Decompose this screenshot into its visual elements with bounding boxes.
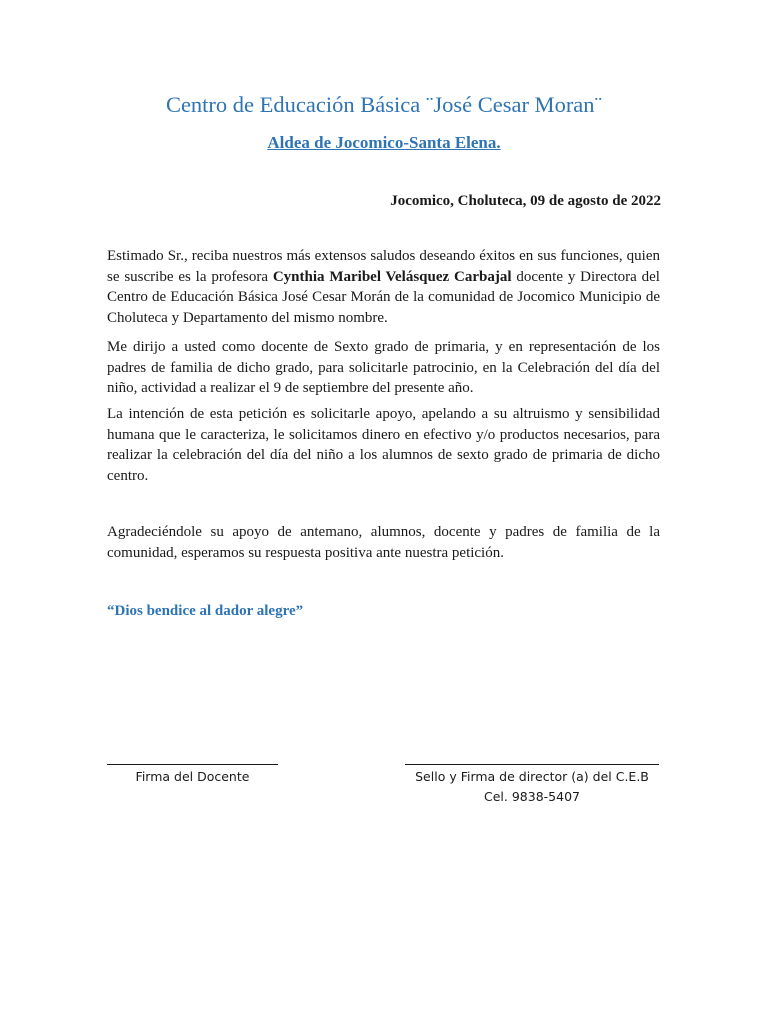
director-phone: Cel. 9838-5407 (484, 789, 580, 804)
teacher-name: Cynthia Maribel Velásquez Carbajal (272, 268, 512, 285)
date-line: Jocomico, Choluteca, 09 de agosto de 2022 (390, 193, 661, 209)
school-location-subtitle: Aldea de Jocomico-Santa Elena. (267, 133, 501, 152)
teacher-signature-label: Firma del Docente (135, 769, 250, 784)
director-signature-line (405, 764, 659, 765)
teacher-signature-line (107, 764, 278, 765)
paragraph-thanks: Agradeciéndole su apoyo de antemano, alumnos, docente y padres de familia de la comunidad, esperamos su respuesta positiva ante nuestra petición. (107, 524, 660, 561)
paragraph-intention: La intención de esta petición es solicitarle apoyo, apelando a su altruismo y sensibilidad humana que le caracteriza, le solicitamos dinero en efectivo y/o productos necesarios, para realizar la celebración del día del niño a los alumnos de sexto grado de primaria de dicho centro. (107, 406, 660, 484)
closing-quote: “Dios bendice al dador alegre” (107, 603, 304, 619)
paragraph-introduction (107, 246, 660, 328)
intro-text-end: docente y Directora del Centro de Educación Básica José Cesar Morán de la comunidad de Jocomico Municipio de Choluteca y Departamento del mismo nombre. (107, 268, 660, 326)
paragraph-request: Me dirijo a usted como docente de Sexto grado de primaria, y en representación de los padres de familia de dicho grado, para solicitarle patrocinio, en la Celebración del día del niño, actividad a realizar el 9 de septiembre del presente año. (107, 339, 660, 397)
intro-text-start: Estimado Sr., reciba nuestros más extensos saludos deseando éxitos en sus funciones, quien se suscribe es la profesora (107, 248, 660, 285)
school-title: Centro de Educación Básica ¨José Cesar Moran¨ (165, 92, 603, 117)
director-signature-label: Sello y Firma de director (a) del C.E.B (415, 769, 649, 784)
